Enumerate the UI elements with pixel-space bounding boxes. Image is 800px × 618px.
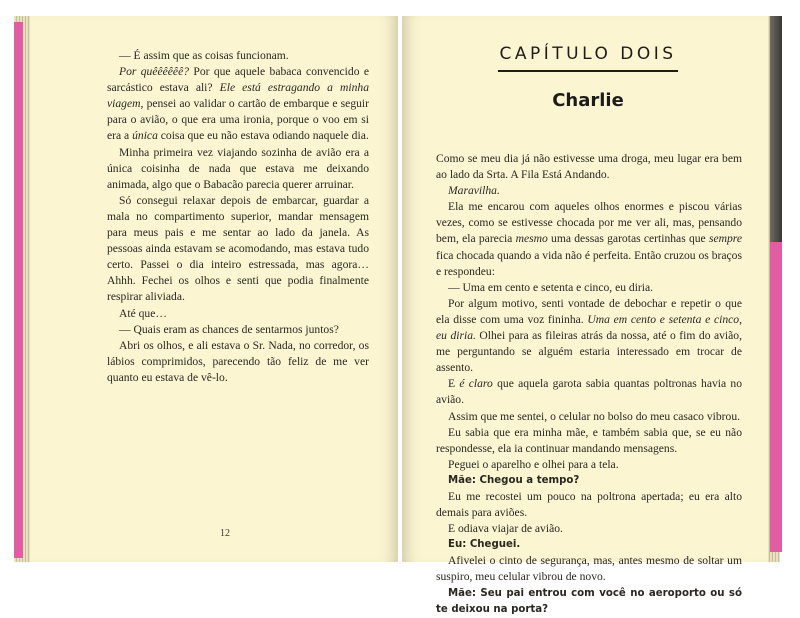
paragraph: Eu me recostei um pouco na poltrona apertada; eu era alto demais para aviões.	[436, 489, 742, 520]
paragraph: Eu sabia que era minha mãe, e também sabia que, se eu não respondesse, ela ia continuar mandando mensagens.	[436, 425, 742, 455]
paragraph	[436, 183, 742, 199]
paragraph: Até que…	[119, 306, 167, 320]
paragraph: — Quais eram as chances de sentarmos juntos?	[119, 322, 339, 336]
right-page-text	[436, 151, 742, 618]
text-message: Mãe: Seu pai entrou com você no aeroporto ou só te deixou na porta?	[436, 587, 742, 615]
italic-text: é claro	[459, 377, 493, 391]
left-page	[30, 16, 398, 562]
paragraph	[436, 296, 742, 376]
left-pink-edge	[14, 22, 23, 558]
text-message: Eu: Cheguei.	[448, 539, 521, 551]
left-page-text	[107, 48, 369, 386]
italic-text: única	[132, 129, 158, 143]
page-number: 12	[220, 528, 230, 539]
text-run: uma dessas garotas certinhas que	[547, 232, 709, 246]
paragraph: Afivelei o cinto de segurança, mas, antes mesmo de soltar um suspiro, meu celular vibrou de novo.	[436, 554, 742, 584]
paragraph	[436, 199, 742, 279]
paragraph: Abri os olhos, e ali estava o Sr. Nada, no corredor, os lábios comprimidos, parecendo tão feliz de me ver quanto eu estava de vê-lo.	[107, 338, 369, 384]
paragraph	[107, 64, 369, 144]
paragraph: Minha primeira vez viajando sozinha de avião era a única coisinha de nada que estava me deixando animada, algo que o Babacão parecia querer arruinar.	[107, 145, 369, 191]
paragraph: E odiava viajar de avião.	[448, 522, 563, 536]
text-run: Por algum motivo, senti vontade de debochar e repetir o que ela disse com uma voz fininha.	[436, 296, 742, 326]
italic-text: mesmo	[515, 232, 548, 246]
text-run: que aquela garota sabia quantas poltronas havia no avião.	[436, 377, 743, 407]
paragraph: Assim que me sentei, o celular no bolso do meu casaco vibrou.	[448, 409, 741, 423]
right-page	[402, 16, 768, 615]
paragraph: Só consegui relaxar depois de embarcar, guardar a mala no compartimento superior, mandar mensagem para meus pais e me sentar ao lado da janela. As pessoas ainda estavam se acomodando, mas estava tudo certo. Passei o dia inteiro estressada, mas agora… Ahhh. Fechei os olhos e senti que podia finalmente respirar aliviada.	[107, 193, 369, 304]
right-pink-edge	[770, 242, 782, 552]
paragraph: Peguei o aparelho e olhei para a tela.	[448, 457, 619, 471]
chapter-label: CAPÍTULO DOIS	[498, 44, 678, 72]
italic-text: sempre	[708, 232, 743, 246]
text-run: fica chocada quando a vida não é perfeita. Então cruzou os braços e respondeu:	[436, 248, 742, 278]
chapter-heading	[498, 44, 678, 72]
text-run: Por que aquele babaca convencido e sarcástico estava ali?	[107, 65, 369, 95]
text-message: Mãe: Chegou a tempo?	[448, 474, 580, 486]
text-run: Ela me encarou com aqueles olhos enormes e piscou várias vezes, como se estivesse chocada por me ver ali, mas, pensando bem, ela parecia	[436, 200, 742, 246]
italic-text: Ele está estragando a minha viagem	[107, 81, 370, 111]
paragraph: Como se meu dia já não estivesse uma droga, meu lugar era bem ao lado da Srta. A Fila Está Andando.	[436, 152, 742, 182]
text-run: Olhei para as fileiras atrás da nossa, até o fim do avião, me perguntando se alguém estaria interessado em trocar de assento.	[436, 329, 742, 375]
paragraph	[436, 376, 742, 408]
paragraph: — Uma em cento e setenta e cinco, eu diria.	[448, 280, 654, 294]
paragraph: — É assim que as coisas funcionam.	[119, 49, 289, 62]
italic-text: Maravilha.	[448, 184, 500, 198]
chapter-title: Charlie	[552, 90, 624, 111]
italic-text: Uma em cento e setenta e cinco, eu diria.	[436, 312, 742, 343]
text-run: , pensei ao validar o cartão de embarque e seguir para o avião, o que era uma ironia, porque o voo em si era a	[107, 97, 369, 143]
text-run: E	[448, 377, 460, 391]
italic-text: Por quêêêêêê?	[119, 65, 190, 79]
text-run: coisa que eu não estava odiando naquele dia.	[157, 129, 369, 143]
right-dark-edge	[770, 16, 782, 242]
